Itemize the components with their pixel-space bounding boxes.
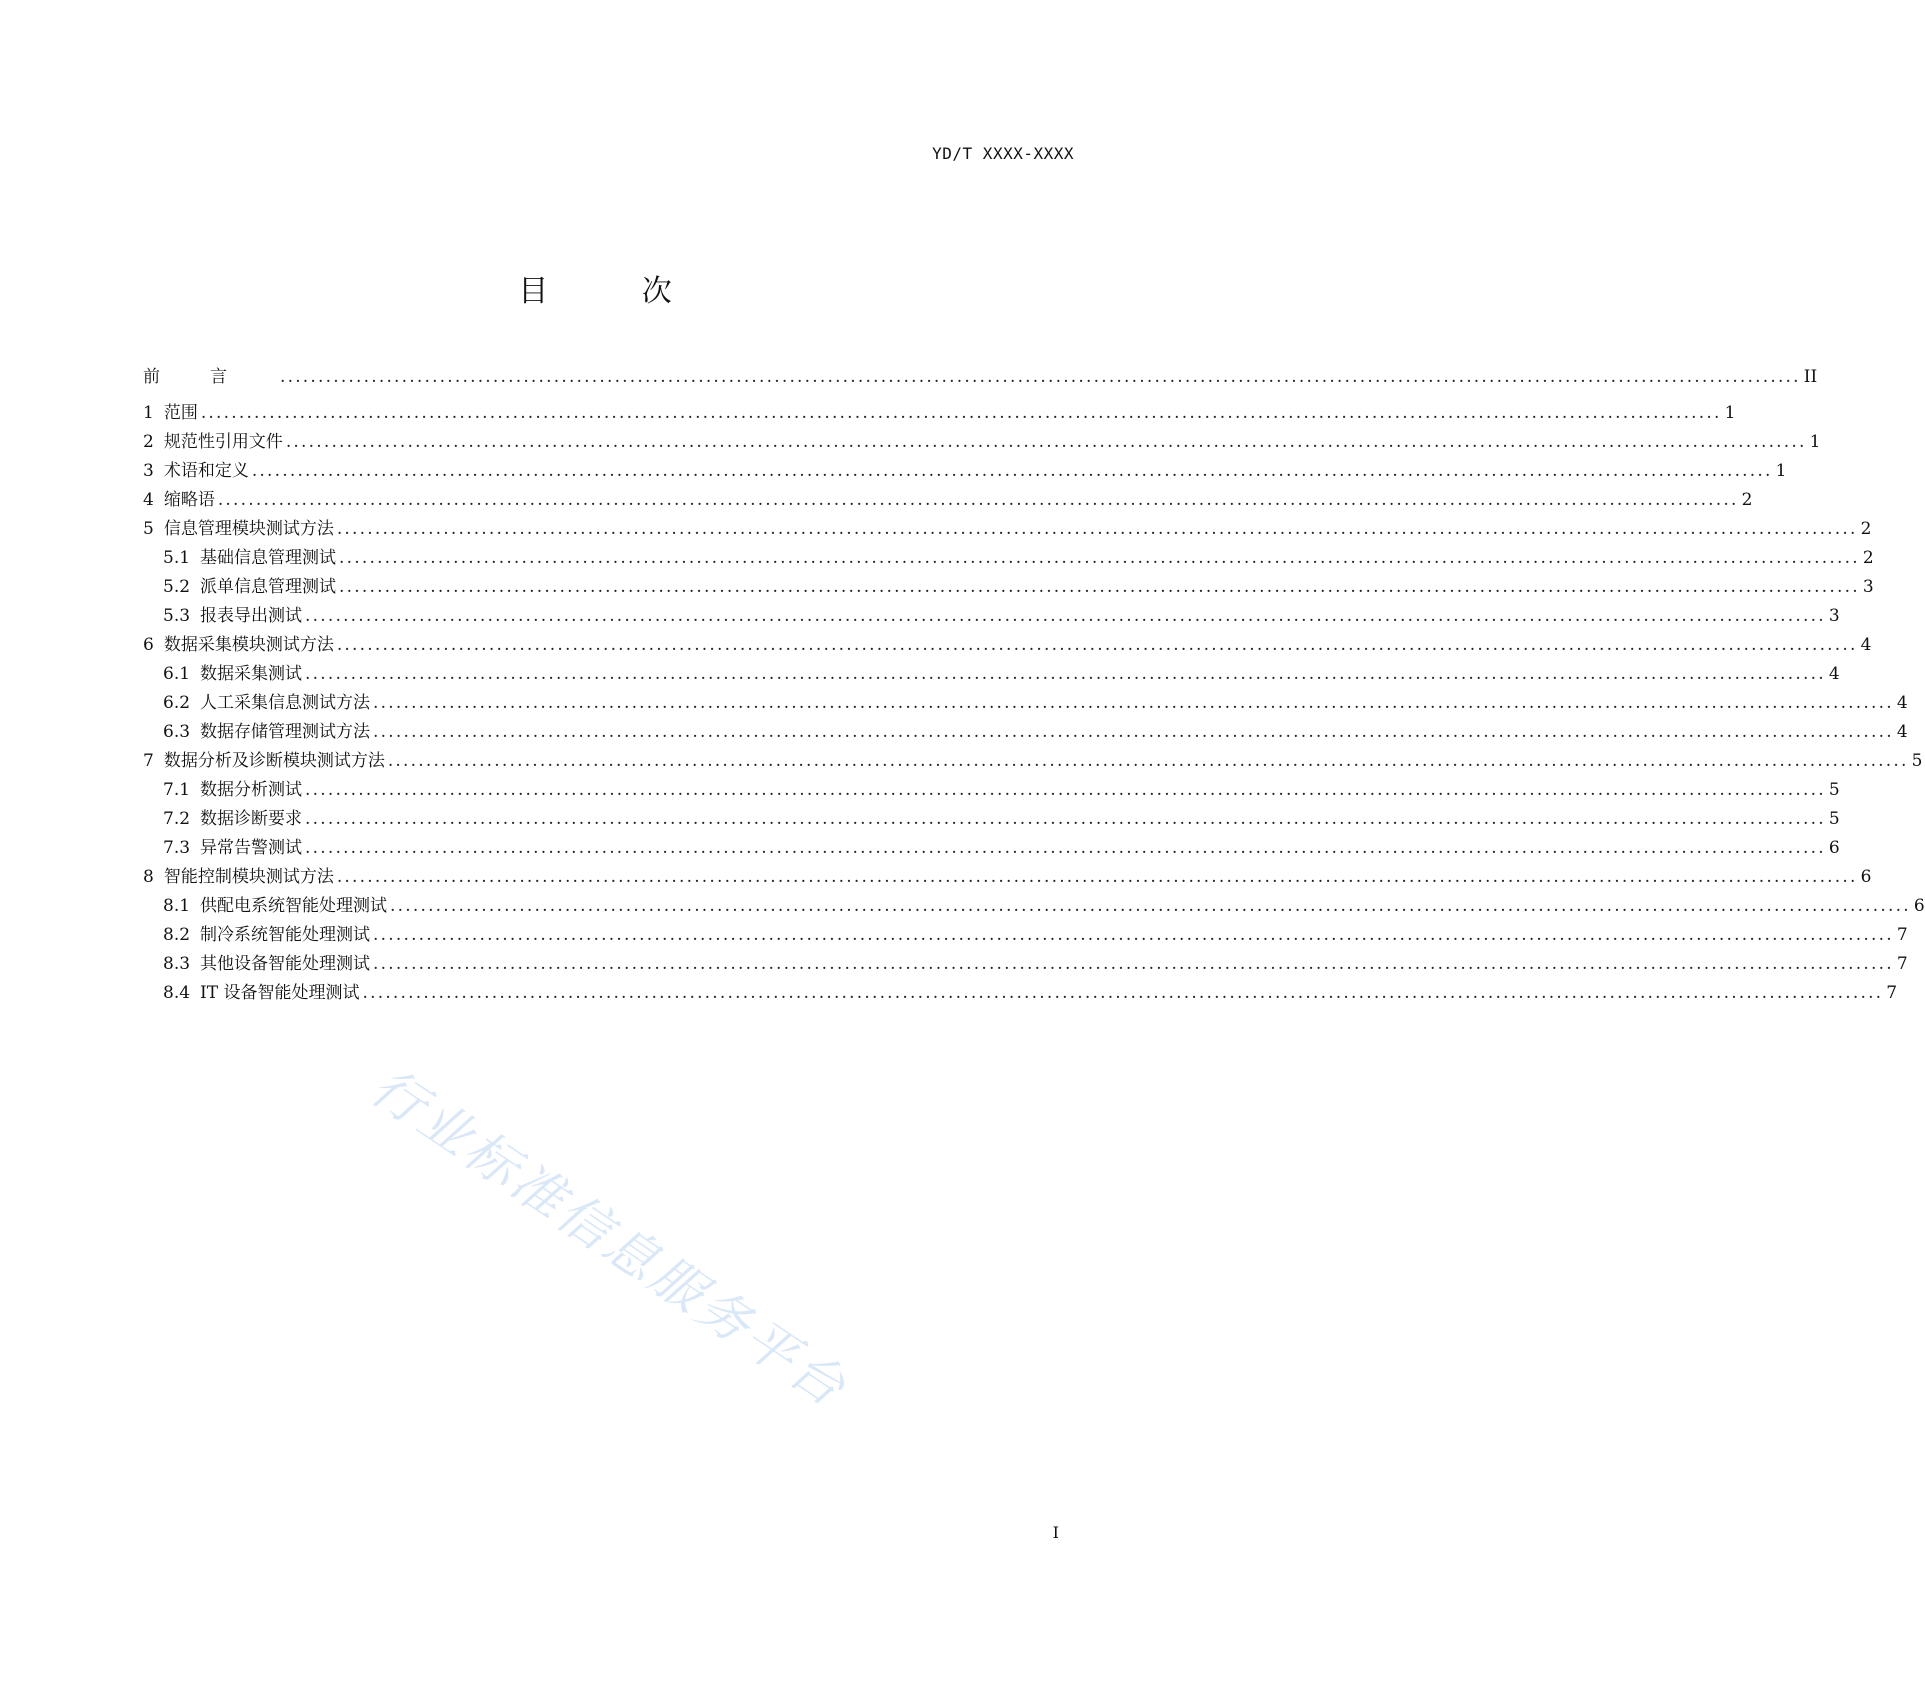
toc-entry-number: 5.3 — [163, 606, 191, 626]
toc-entry-title: 智能控制模块测试方法 — [163, 867, 334, 887]
toc-entry-page: 2 — [1741, 490, 1753, 510]
toc-entry-number: 8.1 — [163, 896, 191, 916]
toc-subentry[interactable] — [163, 777, 1840, 801]
toc-entry-page: 7 — [1896, 954, 1908, 974]
toc-entry-number: 8.4 — [163, 983, 191, 1003]
toc-subentry[interactable] — [163, 719, 1908, 743]
toc-entry-number: 5.1 — [163, 548, 191, 568]
toc-entry-page: II — [1803, 367, 1818, 387]
toc-entry-title: 数据分析测试 — [200, 780, 303, 800]
toc-entry-number: 3 — [143, 461, 154, 481]
toc-entry-number: 7.1 — [163, 780, 191, 800]
toc-entry[interactable] — [143, 632, 1872, 656]
toc-entry-number: 2 — [143, 432, 154, 452]
toc-entry-page: 4 — [1860, 635, 1872, 655]
toc-entry[interactable] — [143, 400, 1736, 424]
toc-dot-leader: ........................................................................................................................................................................................................ — [285, 432, 1807, 452]
toc-entry-number: 5.2 — [163, 577, 191, 597]
page-title: 目 次 — [518, 274, 714, 309]
toc-entry-page: 4 — [1828, 664, 1840, 684]
toc-entry-title: 缩略语 — [163, 490, 215, 510]
toc-dot-leader: ........................................................................................................................................................................................................ — [305, 664, 1826, 684]
toc-subentry[interactable] — [163, 893, 1925, 917]
toc-entry-page: 3 — [1828, 606, 1840, 626]
toc-entry[interactable] — [143, 458, 1787, 482]
toc-dot-leader: ........................................................................................................................................................................................................ — [336, 635, 1858, 655]
toc-dot-leader: ........................................................................................................................................................................................................ — [336, 519, 1858, 539]
toc-entry-number: 4 — [143, 490, 154, 510]
toc-entry-title: 供配电系统智能处理测试 — [200, 896, 388, 916]
toc-entry-number: 6 — [143, 635, 154, 655]
toc-entry-page: 2 — [1862, 548, 1874, 568]
toc-entry-page: 2 — [1860, 519, 1872, 539]
toc-dot-leader: ........................................................................................................................................................................................................ — [362, 983, 1884, 1003]
toc-entry-page: 1 — [1809, 432, 1821, 452]
toc-dot-leader: ........................................................................................................................................................................................................ — [373, 925, 1894, 945]
document-code: YD/T XXXX-XXXX — [932, 144, 1074, 163]
toc-entry-number: 1 — [143, 403, 154, 423]
toc-entry-title: 制冷系统智能处理测试 — [200, 925, 371, 945]
toc-entry-page: 6 — [1913, 896, 1925, 916]
toc-entry-title: 其他设备智能处理测试 — [200, 954, 371, 974]
toc-subentry[interactable] — [163, 951, 1908, 975]
toc-dot-leader: ........................................................................................................................................................................................................ — [373, 954, 1894, 974]
toc-entry-title: 数据采集模块测试方法 — [163, 635, 334, 655]
toc-entry-title: IT 设备智能处理测试 — [200, 983, 360, 1003]
toc-entry-page: 6 — [1860, 867, 1872, 887]
toc-entry-page: 5 — [1911, 751, 1923, 771]
toc-entry-page: 3 — [1862, 577, 1874, 597]
toc-entry-number: 7.3 — [163, 838, 191, 858]
toc-subentry[interactable] — [163, 835, 1840, 859]
toc-dot-leader: ........................................................................................................................................................................................................ — [200, 403, 1722, 423]
toc-entry-number: 6.3 — [163, 722, 191, 742]
toc-entry-page: 4 — [1896, 693, 1908, 713]
toc-entry-title: 派单信息管理测试 — [200, 577, 337, 597]
toc-dot-leader: ........................................................................................................................................................................................................ — [373, 722, 1894, 742]
toc-dot-leader: ........................................................................................................................................................................................................ — [280, 367, 1801, 387]
toc-dot-leader: ........................................................................................................................................................................................................ — [217, 490, 1739, 510]
page-number: I — [1052, 1523, 1059, 1542]
toc-subentry[interactable] — [163, 545, 1874, 569]
toc-entry-page: 6 — [1828, 838, 1840, 858]
toc-entry-page: 7 — [1896, 925, 1908, 945]
toc-entry[interactable] — [143, 864, 1872, 888]
toc-entry-page: 7 — [1886, 983, 1898, 1003]
toc-dot-leader: ........................................................................................................................................................................................................ — [373, 693, 1894, 713]
toc-dot-leader: ........................................................................................................................................................................................................ — [336, 867, 1858, 887]
toc-subentry[interactable] — [163, 603, 1840, 627]
toc-entry-title: 前言 — [143, 367, 277, 387]
toc-dot-leader: ........................................................................................................................................................................................................ — [305, 780, 1826, 800]
toc-entry-title: 人工采集信息测试方法 — [200, 693, 371, 713]
toc-entry-number: 8.2 — [163, 925, 191, 945]
toc-entry-page: 5 — [1828, 780, 1840, 800]
toc-entry-page: 1 — [1724, 403, 1736, 423]
toc-entry-page: 1 — [1775, 461, 1787, 481]
toc-dot-leader: ........................................................................................................................................................................................................ — [339, 548, 1860, 568]
toc-entry-title: 数据采集测试 — [200, 664, 303, 684]
toc-entry-title: 数据分析及诊断模块测试方法 — [163, 751, 385, 771]
toc-entry-number: 7 — [143, 751, 154, 771]
watermark: 行业标准信息服务平台 — [360, 1057, 858, 1421]
toc-subentry[interactable] — [163, 806, 1840, 830]
toc-entry-title: 异常告警测试 — [200, 838, 303, 858]
toc-entry-title: 术语和定义 — [163, 461, 249, 481]
toc-entry-number: 8.3 — [163, 954, 191, 974]
toc-dot-leader: ........................................................................................................................................................................................................ — [305, 606, 1826, 626]
toc-entry[interactable] — [143, 516, 1872, 540]
toc-entry-page: 5 — [1828, 809, 1840, 829]
toc-dot-leader: ........................................................................................................................................................................................................ — [305, 809, 1826, 829]
toc-dot-leader: ........................................................................................................................................................................................................ — [251, 461, 1773, 481]
toc-entry[interactable] — [143, 429, 1821, 453]
toc-entry-title: 规范性引用文件 — [163, 432, 283, 452]
toc-dot-leader: ........................................................................................................................................................................................................ — [305, 838, 1826, 858]
toc-entry-number: 7.2 — [163, 809, 191, 829]
toc-subentry[interactable] — [163, 661, 1840, 685]
toc-entry[interactable] — [143, 487, 1753, 511]
toc-subentry[interactable] — [163, 574, 1874, 598]
toc-dot-leader: ........................................................................................................................................................................................................ — [390, 896, 1911, 916]
toc-entry[interactable] — [143, 748, 1923, 772]
toc-entry-number: 6.2 — [163, 693, 191, 713]
toc-entry-title: 范围 — [163, 403, 198, 423]
toc-entry-title: 数据存储管理测试方法 — [200, 722, 371, 742]
toc-entry-title: 报表导出测试 — [200, 606, 303, 626]
toc-entry-title: 信息管理模块测试方法 — [163, 519, 334, 539]
toc-subentry[interactable] — [163, 980, 1898, 1004]
toc-entry-page: 4 — [1896, 722, 1908, 742]
toc-entry-title: 基础信息管理测试 — [200, 548, 337, 568]
toc-dot-leader: ........................................................................................................................................................................................................ — [387, 751, 1909, 771]
toc-entry-number: 6.1 — [163, 664, 191, 684]
toc-dot-leader: ........................................................................................................................................................................................................ — [339, 577, 1860, 597]
toc-subentry[interactable] — [163, 922, 1908, 946]
toc-entry-number: 5 — [143, 519, 154, 539]
toc-entry-title: 数据诊断要求 — [200, 809, 303, 829]
toc-entry-number: 8 — [143, 867, 154, 887]
toc-subentry[interactable] — [163, 690, 1908, 714]
toc-entry-foreword[interactable] — [143, 364, 1818, 388]
